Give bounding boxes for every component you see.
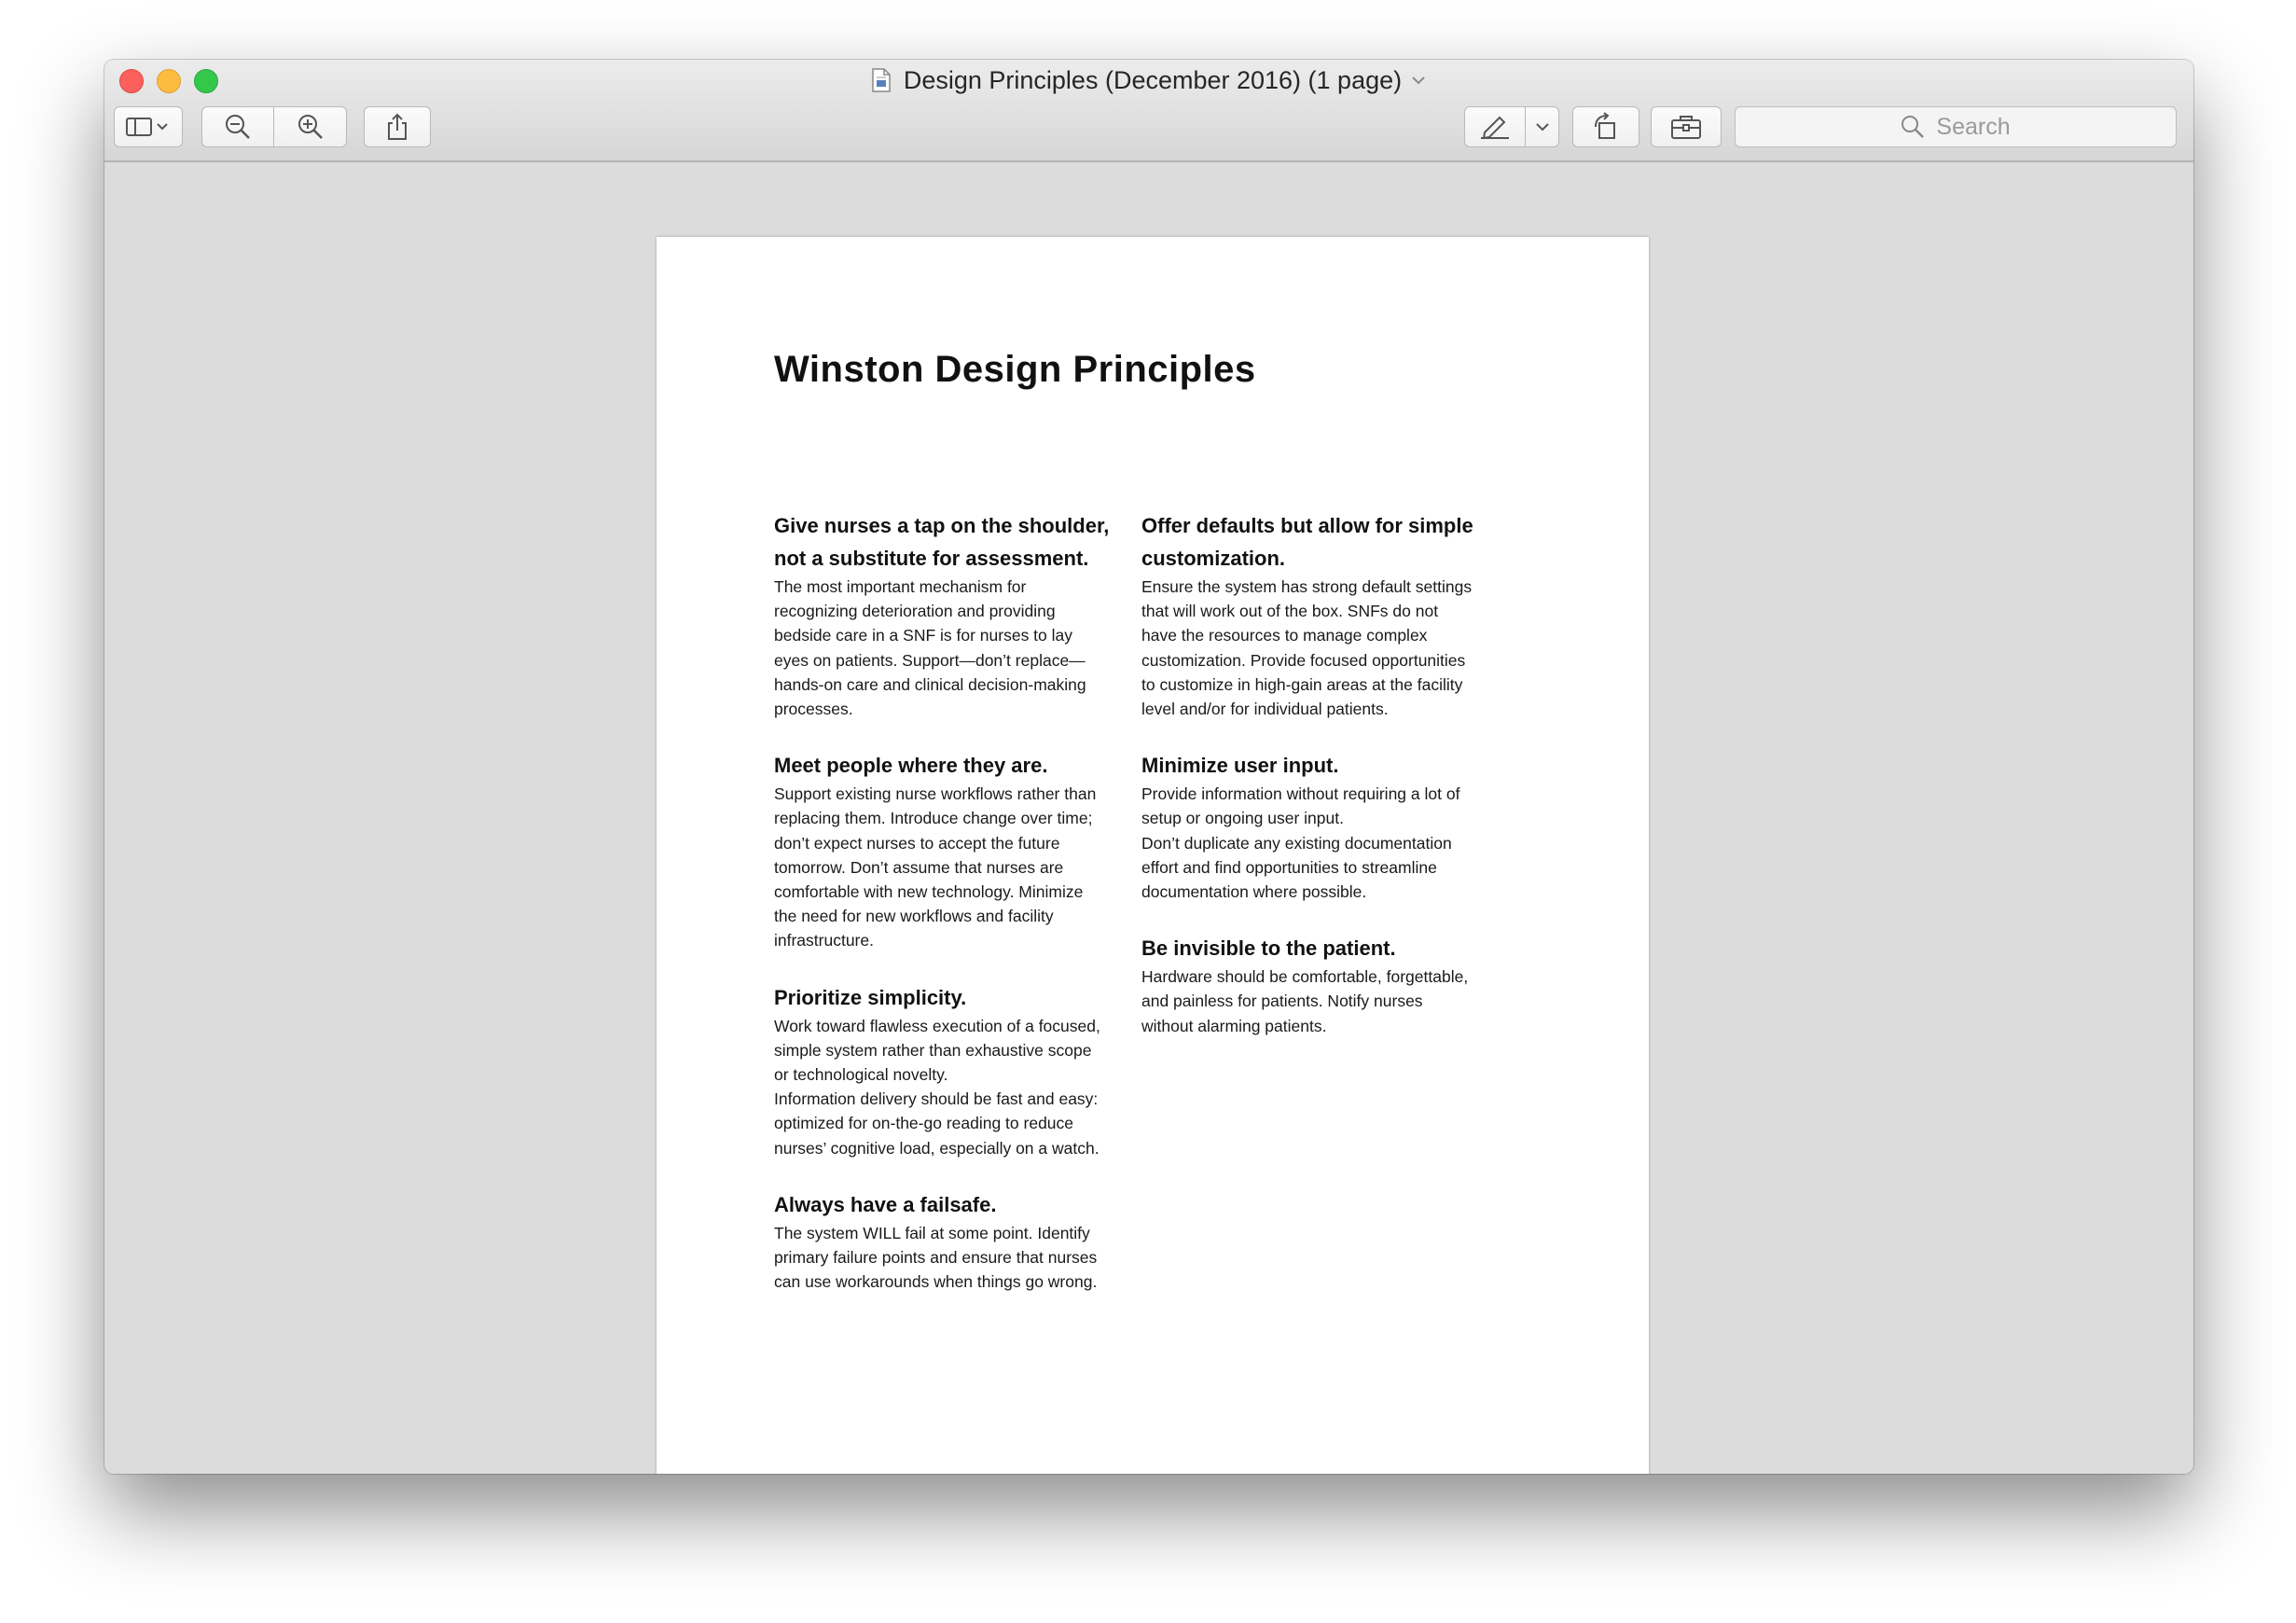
search-placeholder: Search [1936,113,2011,140]
toolbox-button[interactable] [1651,106,1722,147]
search-icon [1901,115,1925,139]
pdf-page [657,237,1649,1474]
sidebar-toggle-button[interactable] [114,106,183,147]
toolbox-icon [1669,113,1703,141]
document-viewer[interactable] [104,162,2193,1474]
principle-body: The most important mechanism for recognizing deterioration and providing bedside care in a SNF is for nurses to lay eyes on patients. Support—don’t replace—hands-on care and clinical decision-making processes. [774,577,1086,719]
markup-button[interactable] [1464,106,1526,147]
principle-body: Information delivery should be fast and easy: optimized for on-the-go reading to reduce nurses’ cognitive load, especially on a watch. [774,1089,1100,1158]
window-title-area[interactable] [104,63,2193,97]
markup-pen-icon [1479,114,1511,140]
principle-heading: Minimize user input. [1141,754,1339,778]
principle-heading: Prioritize simplicity. [774,985,967,1009]
principle-body: The system WILL fail at some point. Identify primary failure points and ensure that nurses can use workarounds when things go wrong. [774,1223,1098,1292]
share-icon [384,113,410,141]
rotate-icon [1591,112,1621,142]
sidebar-icon [125,116,172,138]
principle-body: Provide information without requiring a lot of setup or ongoing user input. [1141,784,1460,828]
window-title: Design Principles (December 2016) (1 page) [903,65,1403,94]
principle-heading: Be invisible to the patient. [1141,936,1396,961]
zoom-in-icon [297,113,325,141]
title-bar [104,60,2193,162]
search-field[interactable] [1735,106,2177,147]
principle-section [774,1188,1110,1295]
preview-window [104,60,2193,1474]
principle-section [774,981,1110,1160]
principle-section [1141,749,1477,904]
principle-heading: Always have a failsafe. [774,1192,997,1216]
zoom-out-button[interactable] [201,106,274,147]
zoom-in-button[interactable] [274,106,347,147]
principle-body: Hardware should be comfortable, forgettable, and painless for patients. Notify nurses without alarming patients. [1141,967,1469,1035]
chevron-down-icon [1535,121,1550,132]
share-button[interactable] [364,106,431,147]
principle-heading: Give nurses a tap on the shoulder, not a substitute for assessment. [774,514,1110,570]
principle-heading: Meet people where they are. [774,754,1048,778]
principle-section [774,749,1110,952]
zoom-out-icon [224,113,252,141]
left-column [774,509,1110,1322]
principle-section [774,509,1110,721]
principle-body: Ensure the system has strong default settings that will work out of the box. SNFs do not have the resources to manage complex customization. Provide focused opportunities to customize in high-gain areas at the facility level and/or for individual patients. [1141,577,1473,719]
principle-body: Don’t duplicate any existing documentation effort and find opportunities to streamline documentation where possible. [1141,833,1452,902]
right-column [1141,509,1477,1066]
rotate-button[interactable] [1572,106,1639,147]
markup-controls [1464,106,1559,147]
principle-heading: Offer defaults but allow for simple customization. [1141,514,1473,570]
principle-body: Work toward flawless execution of a focused, simple system rather than exhaustive scope or technological novelty. [774,1016,1100,1085]
zoom-controls [201,106,347,147]
markup-menu-button[interactable] [1526,106,1559,147]
principle-body: Support existing nurse workflows rather than replacing them. Introduce change over time; don’t expect nurses to accept the future tomorrow. Don’t assume that nurses are comfortable with new technology. Minimize the need for new workflows and facility infrastructure. [774,784,1097,950]
chevron-down-icon[interactable] [1411,75,1426,86]
document-title: Winston Design Principles [774,349,1256,390]
document-icon [872,68,891,92]
principle-section [1141,932,1477,1038]
principle-section [1141,509,1477,721]
